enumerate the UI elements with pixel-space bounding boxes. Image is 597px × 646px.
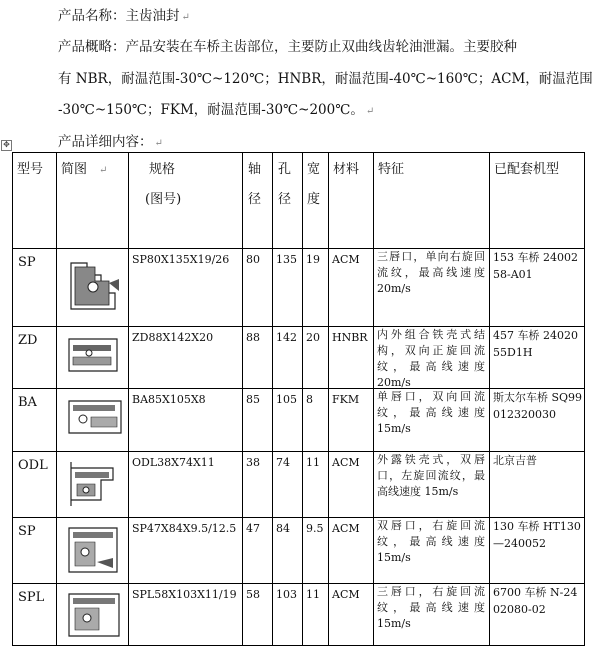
feature-cell: 内外组合铁壳式结构，双向正旋回流纹，最高线速度 20m/s <box>374 327 490 389</box>
overview-line-3: -30℃~150℃；FKM，耐温范围-30℃~200℃。 ↵ <box>58 102 375 118</box>
hole-cell: 103 <box>273 584 303 646</box>
oil-seal-sketch-2 <box>65 331 125 381</box>
width-cell: 11 <box>303 452 329 518</box>
table-row <box>13 584 585 646</box>
sketch-cell <box>57 584 129 646</box>
sketch-cell <box>57 389 129 452</box>
feature-cell: 单唇口，双向回流纹，最高线速度 15m/s <box>374 389 490 452</box>
sketch-cell <box>57 518 129 584</box>
shaft-cell: 47 <box>243 518 273 584</box>
header-spec: 规格 (图号) <box>129 153 243 249</box>
material-cell: HNBR <box>329 327 374 389</box>
spec-cell: SP47X84X9.5/12.5 <box>129 518 243 584</box>
table-row <box>13 249 585 327</box>
feature-cell: 外露铁壳式，双唇口，左旋回流纹，最高线速度 15m/s <box>374 452 490 518</box>
hole-cell: 105 <box>273 389 303 452</box>
header-hole: 孔径 <box>273 153 303 249</box>
shaft-cell: 80 <box>243 249 273 327</box>
type-cell: SP <box>13 249 57 327</box>
width-cell: 11 <box>303 584 329 646</box>
sketch-cell <box>57 327 129 389</box>
vehicle-cell: 6700 车桥 N-2402080-02 <box>490 584 585 646</box>
material-cell: ACM <box>329 249 374 327</box>
vehicle-cell: 130 车桥 HT130—240052 <box>490 518 585 584</box>
width-cell: 8 <box>303 389 329 452</box>
vehicle-cell: 斯太尔车桥 SQ99012320030 <box>490 389 585 452</box>
width-cell: 9.5 <box>303 518 329 584</box>
oil-seal-sketch-6 <box>65 588 125 642</box>
material-cell: ACM <box>329 518 374 584</box>
header-type: 型号 <box>13 153 57 249</box>
header-shaft: 轴径 <box>243 153 273 249</box>
type-cell: SP <box>13 518 57 584</box>
oil-seal-sketch-3 <box>65 393 127 441</box>
width-cell: 19 <box>303 249 329 327</box>
spec-table <box>12 152 585 646</box>
shaft-cell: 88 <box>243 327 273 389</box>
shaft-cell: 58 <box>243 584 273 646</box>
material-cell: ACM <box>329 584 374 646</box>
type-cell: ODL <box>13 452 57 518</box>
header-width: 宽度 <box>303 153 329 249</box>
table-row <box>13 518 585 584</box>
sketch-cell <box>57 249 129 327</box>
table-move-handle-icon[interactable]: ✥ <box>1 140 12 151</box>
material-cell: FKM <box>329 389 374 452</box>
product-name-line: 产品名称：主齿油封 ↵ <box>58 8 190 24</box>
spec-cell: SPL58X103X11/19 <box>129 584 243 646</box>
vehicle-cell: 153 车桥 2400258-A01 <box>490 249 585 327</box>
feature-cell: 双唇口，右旋回流纹，最高线速度 15m/s <box>374 518 490 584</box>
oil-seal-sketch-5 <box>65 522 125 578</box>
feature-cell: 三唇口，右旋回流纹，最高线速度 15m/s <box>374 584 490 646</box>
header-row <box>13 153 585 249</box>
oil-seal-sketch-4 <box>65 456 125 512</box>
table-row <box>13 389 585 452</box>
shaft-cell: 85 <box>243 389 273 452</box>
overview-line-1: 产品概略：产品安装在车桥主齿部位，主要防止双曲线齿轮油泄漏。主要胶种 <box>58 39 517 55</box>
header-feature: 特征 <box>374 153 490 249</box>
table-row <box>13 327 585 389</box>
oil-seal-sketch-1 <box>65 253 125 317</box>
detail-heading: 产品详细内容： ↵ <box>58 134 163 150</box>
header-vehicle: 已配套机型 <box>490 153 585 249</box>
table-row <box>13 452 585 518</box>
overview-line-2: 有 NBR，耐温范围-30℃~120℃；HNBR，耐温范围-40℃~160℃；ACM，耐温范围 <box>58 71 593 87</box>
vehicle-cell: 北京吉普 <box>490 452 585 518</box>
sketch-cell <box>57 452 129 518</box>
shaft-cell: 38 <box>243 452 273 518</box>
header-sketch: 简图 ↵ <box>57 153 129 249</box>
width-cell: 20 <box>303 327 329 389</box>
spec-cell: ODL38X74X11 <box>129 452 243 518</box>
vehicle-cell: 457 车桥 2402055D1H <box>490 327 585 389</box>
hole-cell: 135 <box>273 249 303 327</box>
hole-cell: 84 <box>273 518 303 584</box>
material-cell: ACM <box>329 452 374 518</box>
type-cell: ZD <box>13 327 57 389</box>
spec-cell: BA85X105X8 <box>129 389 243 452</box>
spec-cell: SP80X135X19/26 <box>129 249 243 327</box>
feature-cell: 三唇口，单向右旋回流纹，最高线速度 20m/s <box>374 249 490 327</box>
hole-cell: 74 <box>273 452 303 518</box>
type-cell: SPL <box>13 584 57 646</box>
header-material: 材料 <box>329 153 374 249</box>
hole-cell: 142 <box>273 327 303 389</box>
spec-cell: ZD88X142X20 <box>129 327 243 389</box>
type-cell: BA <box>13 389 57 452</box>
